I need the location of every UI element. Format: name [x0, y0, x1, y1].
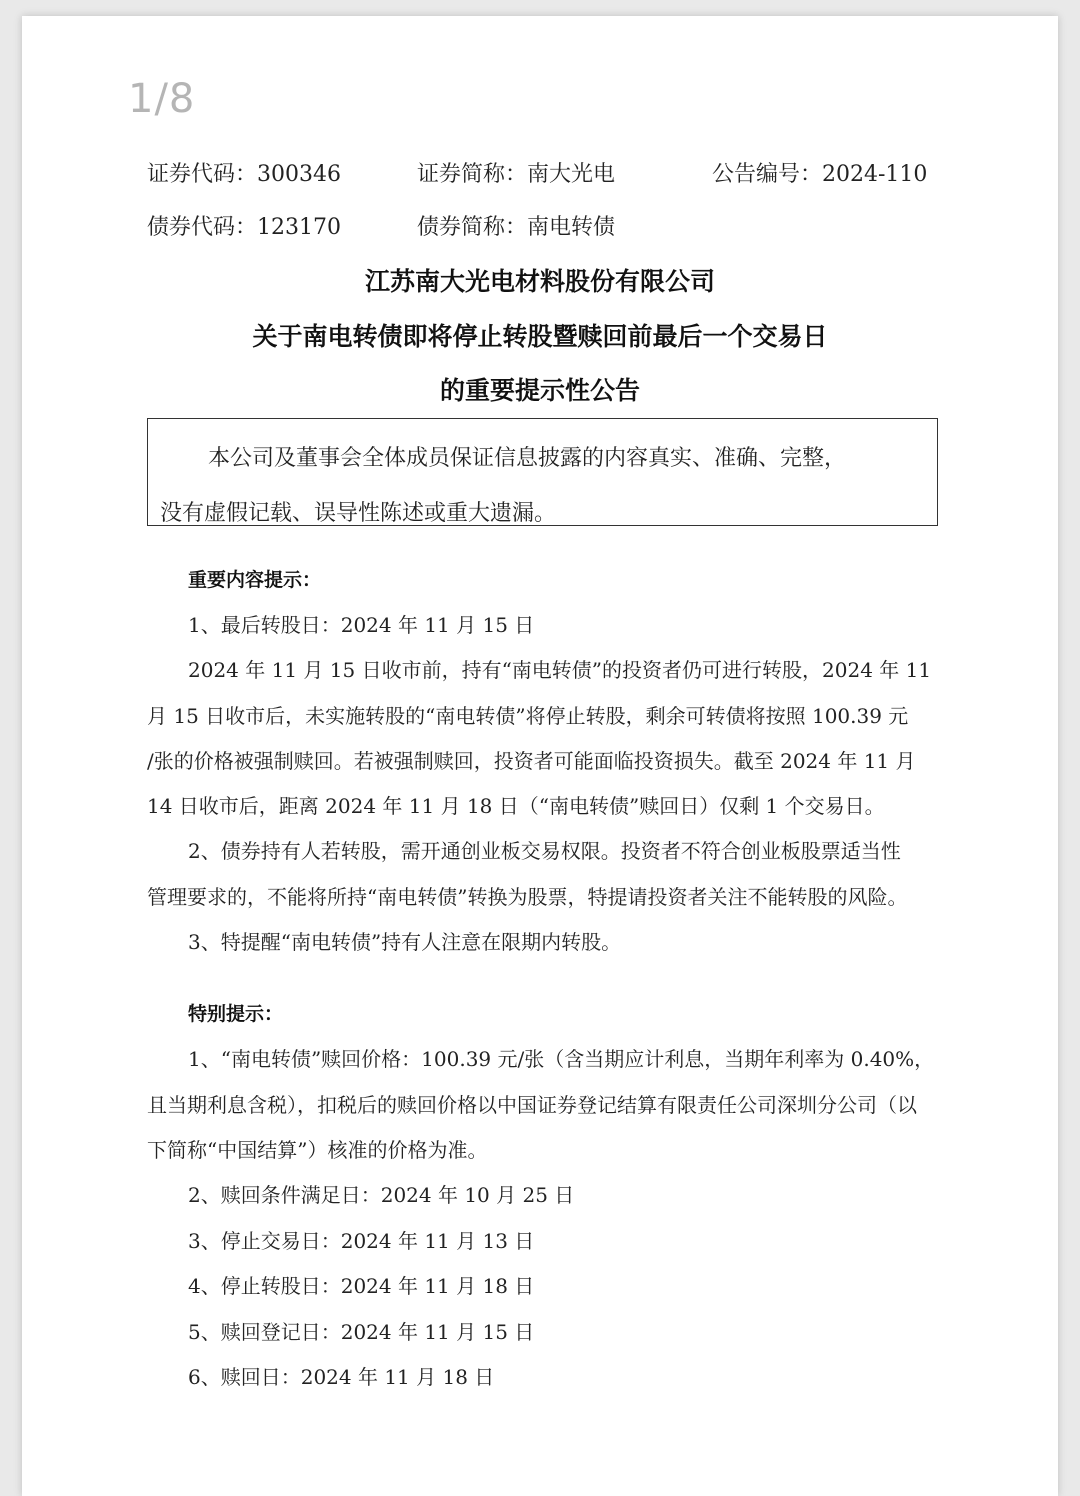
special-item-5: 5、赎回登记日：2024 年 11 月 15 日	[188, 1320, 535, 1344]
special-para-line: 且当期利息含税），扣税后的赎回价格以中国证券登记结算有限责任公司深圳分公司（以	[147, 1093, 917, 1117]
important-para-line: 月 15 日收市后，未实施转股的“南电转债”将停止转股，剩余可转债将按照 100.39 元	[147, 704, 909, 728]
statement-line-2: 没有虚假记载、误导性陈述或重大遗漏。	[160, 501, 557, 526]
special-item-1: 1、“南电转债”赎回价格：100.39 元/张（含当期应计利息，当期年利率为 0.40%，	[188, 1047, 935, 1071]
title-line-3: 的重要提示性公告	[439, 376, 640, 405]
special-para-line: 下简称“中国结算”）核准的价格为准。	[147, 1138, 488, 1162]
bond-name: 债券简称：南电转债	[417, 215, 616, 240]
special-heading: 特别提示：	[188, 1003, 284, 1025]
important-heading: 重要内容提示：	[188, 569, 322, 591]
stock-code: 证券代码：300346	[147, 162, 341, 187]
important-item-2: 2、债券持有人若转股，需开通创业板交易权限。投资者不符合创业板股票适当性	[188, 839, 901, 863]
important-para-line: 管理要求的，不能将所持“南电转债”转换为股票，特提请投资者关注不能转股的风险。	[147, 885, 908, 909]
special-item-6: 6、赎回日：2024 年 11 月 18 日	[188, 1365, 495, 1389]
important-item-3: 3、特提醒“南电转债”持有人注意在限期内转股。	[188, 930, 622, 954]
important-item-1: 1、最后转股日：2024 年 11 月 15 日	[188, 613, 535, 637]
title-line-1: 江苏南大光电材料股份有限公司	[364, 267, 715, 296]
important-para-line: 2024 年 11 月 15 日收市前，持有“南电转债”的投资者仍可进行转股，2024 年 11	[188, 658, 932, 682]
bond-code: 债券代码：123170	[147, 215, 341, 240]
special-item-2: 2、赎回条件满足日：2024 年 10 月 25 日	[188, 1183, 575, 1207]
stock-name: 证券简称：南大光电	[417, 162, 616, 187]
board-statement-box	[147, 418, 938, 526]
special-item-4: 4、停止转股日：2024 年 11 月 18 日	[188, 1274, 535, 1298]
title-line-2: 关于南电转债即将停止转股暨赎回前最后一个交易日	[252, 322, 828, 351]
header-row-2	[0, 210, 1080, 240]
notice-number: 公告编号：2024-110	[712, 162, 928, 187]
statement-line-1: 本公司及董事会全体成员保证信息披露的内容真实、准确、完整，	[208, 446, 847, 471]
special-item-3: 3、停止交易日：2024 年 11 月 13 日	[188, 1229, 535, 1253]
header-row-1	[0, 157, 1080, 187]
page-indicator: 1/8	[128, 76, 196, 122]
important-para-line: /张的价格被强制赎回。若被强制赎回，投资者可能面临投资损失。截至 2024 年 11 月	[147, 749, 916, 773]
important-para-line: 14 日收市后，距离 2024 年 11 月 18 日（“南电转债”赎回日）仅剩 1 个交易日。	[147, 794, 885, 818]
